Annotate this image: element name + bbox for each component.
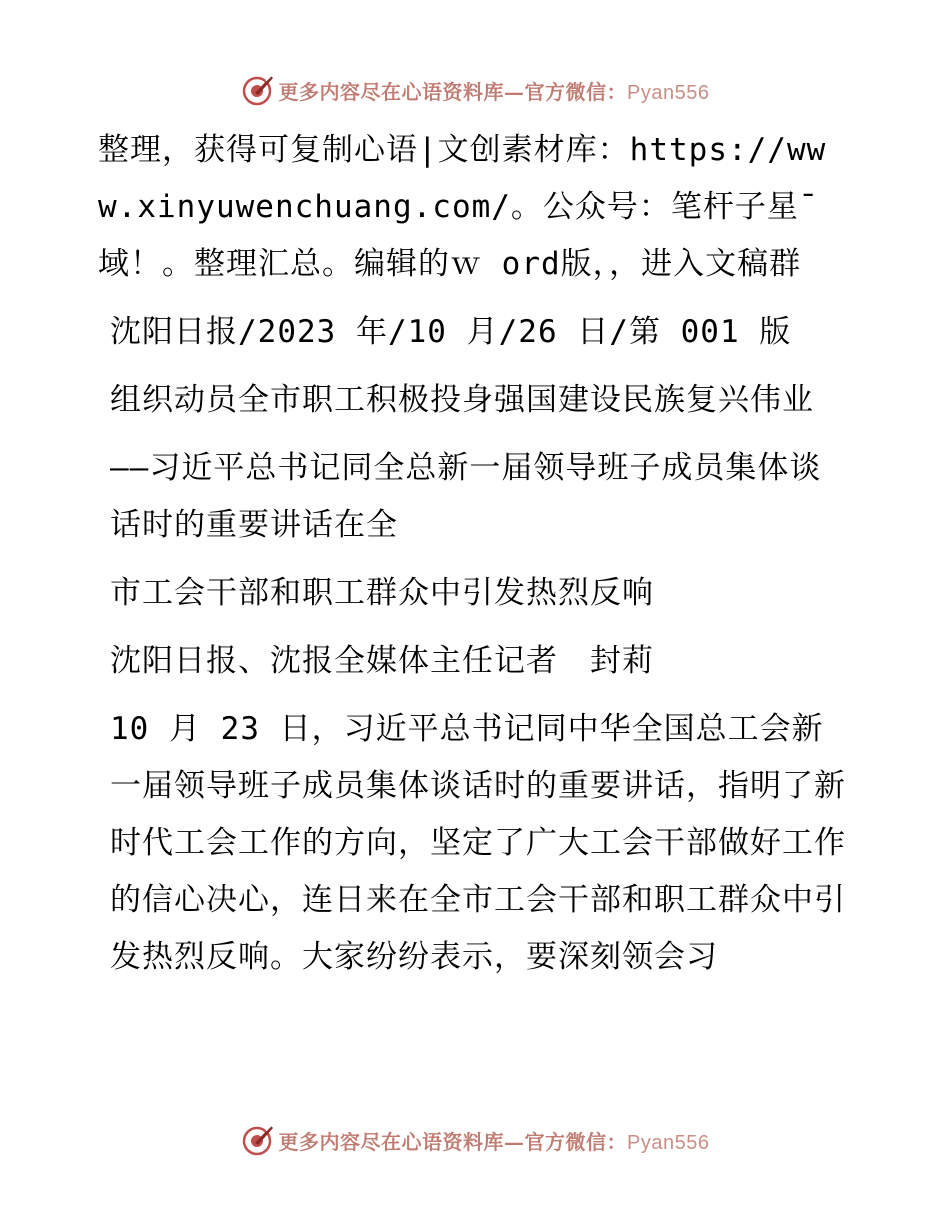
intro-paragraph: 整理，获得可复制心语|文创素材库：https://www.xinyuwenchuang.com/。公众号：笔杆子星¯域！。整理汇总。编辑的ｗ ord版，，进入文稿群 (98, 132, 827, 282)
watermark-wechat-id: Pyan556 (627, 1131, 710, 1154)
watermark-text: 更多内容尽在心语资料库—官方微信： (278, 1129, 628, 1154)
body-paragraph: 10 月 23 日，习近平总书记同中华全国总工会新一届领导班子成员集体谈话时的重要讲话，指明了新时代工会工作的方向，坚定了广大工会干部做好工作的信心决心，连日来在全市工会干部和职工群众中引发热烈反响。大家纷纷表示，要深刻领会习 (110, 711, 846, 975)
article-subheadline: ——习近平总书记同全总新一届领导班子成员集体谈话时的重要讲话在全 (110, 450, 822, 543)
source-line: 沈阳日报/2023 年/10 月/26 日/第 001 版 (110, 314, 792, 350)
quill-logo-icon (241, 73, 275, 107)
article-headline: 组织动员全市职工积极投身强国建设民族复兴伟业 (110, 382, 814, 418)
document-body (98, 122, 850, 997)
footer-watermark (0, 1120, 950, 1160)
watermark-wechat-id: Pyan556 (627, 81, 710, 104)
header-watermark (0, 70, 950, 110)
article-subheadline-continued: 市工会干部和职工群众中引发热烈反响 (110, 575, 654, 611)
byline: 沈阳日报、沈报全媒体主任记者 封莉 (110, 643, 654, 679)
watermark-text: 更多内容尽在心语资料库—官方微信： (278, 79, 628, 104)
quill-logo-icon (241, 1123, 275, 1157)
